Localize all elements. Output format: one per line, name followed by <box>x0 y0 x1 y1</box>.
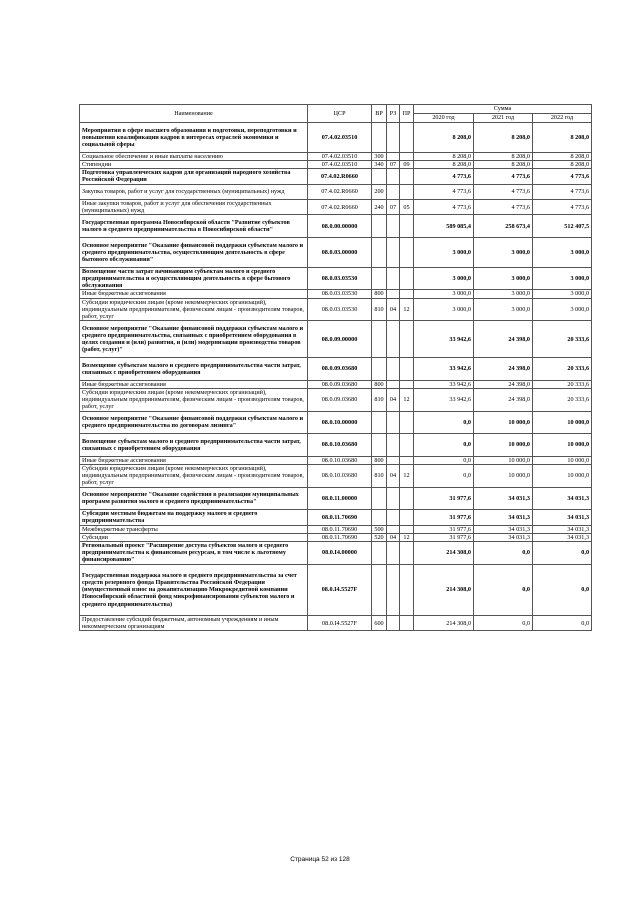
row-pr-cell <box>400 525 414 533</box>
row-2020-amount: 8 208,0 <box>414 123 474 153</box>
row-rz-cell <box>387 564 400 615</box>
row-2022-amount: 20 333,6 <box>533 380 592 388</box>
row-name-cell: Межбюджетные трансферты <box>80 525 308 533</box>
row-2022-amount: 4 773,6 <box>533 184 592 199</box>
row-2022-amount: 34 031,3 <box>533 510 592 525</box>
row-name-cell: Государственная поддержка малого и среднего предпринимательства за счет средств резервного фонда Правительства Российской Федерации (имущественный взнос на докапитализацию Микрокредитной компании Новосибирский областной фонд микрофинансирования субъектов малого и среднего предпринимательства) <box>80 564 308 615</box>
row-2021-amount: 3 000,0 <box>474 298 533 321</box>
row-2022-amount: 10 000,0 <box>533 465 592 488</box>
header-pr: ПР <box>400 105 414 123</box>
table-row <box>80 169 592 184</box>
page-number: Страница 52 из 128 <box>290 856 350 863</box>
row-vr-cell: 800 <box>372 290 387 298</box>
row-rz-cell <box>387 184 400 199</box>
row-pr-cell <box>400 487 414 510</box>
row-2021-amount: 4 773,6 <box>474 200 533 215</box>
row-vr-cell <box>372 564 387 615</box>
row-2021-amount: 0,0 <box>474 542 533 565</box>
row-2020-amount: 8 208,0 <box>414 152 474 160</box>
row-2022-amount: 20 333,6 <box>533 389 592 412</box>
row-csr-cell: 07.4.02.R0660 <box>308 184 372 199</box>
row-vr-cell <box>372 267 387 290</box>
row-name-cell: Иные бюджетные ассигнования <box>80 380 308 388</box>
row-2022-amount: 10 000,0 <box>533 434 592 457</box>
row-pr-cell: 05 <box>400 200 414 215</box>
row-csr-cell: 08.0.10.03680 <box>308 465 372 488</box>
row-2020-amount: 33 942,6 <box>414 321 474 358</box>
row-2021-amount: 4 773,6 <box>474 184 533 199</box>
row-pr-cell <box>400 169 414 184</box>
row-rz-cell <box>387 267 400 290</box>
row-2021-amount: 4 773,6 <box>474 169 533 184</box>
row-rz-cell <box>387 487 400 510</box>
table-row <box>80 238 592 268</box>
row-rz-cell: 04 <box>387 389 400 412</box>
row-name-cell: Субсидии <box>80 533 308 541</box>
table-row <box>80 380 592 388</box>
row-csr-cell: 08.0.10.03680 <box>308 456 372 464</box>
header-year-2021: 2021 год <box>474 114 533 123</box>
row-2021-amount: 10 000,0 <box>474 434 533 457</box>
row-vr-cell: 200 <box>372 184 387 199</box>
row-vr-cell <box>372 238 387 268</box>
row-vr-cell: 340 <box>372 161 387 169</box>
row-rz-cell <box>387 321 400 358</box>
row-2020-amount: 8 208,0 <box>414 161 474 169</box>
table-row <box>80 411 592 434</box>
row-vr-cell: 600 <box>372 616 387 631</box>
row-2020-amount: 33 942,6 <box>414 358 474 381</box>
row-rz-cell <box>387 456 400 464</box>
row-vr-cell <box>372 321 387 358</box>
row-name-cell: Иные закупки товаров, работ и услуг для обеспечения государственных (муниципальных) нужд <box>80 200 308 215</box>
row-pr-cell <box>400 411 414 434</box>
row-2021-amount: 3 000,0 <box>474 290 533 298</box>
row-pr-cell <box>400 267 414 290</box>
row-csr-cell: 08.0.09.03680 <box>308 389 372 412</box>
row-vr-cell <box>372 358 387 381</box>
row-2020-amount: 0,0 <box>414 456 474 464</box>
header-sum: Сумма <box>414 105 592 114</box>
table-row <box>80 456 592 464</box>
row-name-cell: Основное мероприятие "Оказание содействия в реализации муниципальных программ развития малого и среднего предпринимательства" <box>80 487 308 510</box>
row-name-cell: Социальное обеспечение и иные выплаты населению <box>80 152 308 160</box>
row-2020-amount: 4 773,6 <box>414 169 474 184</box>
row-2020-amount: 0,0 <box>414 465 474 488</box>
row-vr-cell: 520 <box>372 533 387 541</box>
row-2021-amount: 3 000,0 <box>474 238 533 268</box>
row-2022-amount: 8 208,0 <box>533 161 592 169</box>
row-name-cell: Государственная программа Новосибирской области "Развитие субъектов малого и среднего предпринимательства в Новосибирской области" <box>80 215 308 238</box>
budget-table-sheet <box>79 104 591 631</box>
row-name-cell: Основное мероприятие "Оказание финансовой поддержки субъектам малого и среднего предпринимательства, осуществляющим деятельность в сфере бытового обслуживания" <box>80 238 308 268</box>
row-pr-cell <box>400 616 414 631</box>
row-name-cell: Субсидии местным бюджетам на поддержку малого и среднего предпринимательства <box>80 510 308 525</box>
row-2021-amount: 34 031,3 <box>474 487 533 510</box>
row-name-cell: Субсидии юридическим лицам (кроме некоммерческих организаций), индивидуальным предпринимателям, физическим лицам - производителям товаров, работ, услуг <box>80 389 308 412</box>
row-rz-cell: 07 <box>387 161 400 169</box>
row-2020-amount: 3 000,0 <box>414 290 474 298</box>
row-2020-amount: 589 085,4 <box>414 215 474 238</box>
row-vr-cell <box>372 510 387 525</box>
row-csr-cell: 08.0.11.70690 <box>308 510 372 525</box>
row-rz-cell <box>387 616 400 631</box>
row-csr-cell: 08.0.10.00000 <box>308 411 372 434</box>
row-rz-cell <box>387 215 400 238</box>
row-2022-amount: 34 031,3 <box>533 533 592 541</box>
row-rz-cell <box>387 169 400 184</box>
row-rz-cell <box>387 380 400 388</box>
row-rz-cell <box>387 358 400 381</box>
row-name-cell: Основное мероприятие "Оказание финансовой поддержки субъектам малого и среднего предпринимательства по договорам лизинга" <box>80 411 308 434</box>
table-row <box>80 298 592 321</box>
row-pr-cell: 12 <box>400 465 414 488</box>
row-2020-amount: 33 942,6 <box>414 380 474 388</box>
row-2021-amount: 3 000,0 <box>474 267 533 290</box>
row-pr-cell <box>400 184 414 199</box>
table-row <box>80 487 592 510</box>
row-2020-amount: 0,0 <box>414 411 474 434</box>
row-name-cell: Предоставление субсидий бюджетным, автономным учреждениям и иным некоммерческим организациям <box>80 616 308 631</box>
row-name-cell: Возмещение субъектам малого и среднего предпринимательства части затрат, связанных с приобретением оборудования <box>80 358 308 381</box>
table-row <box>80 161 592 169</box>
row-vr-cell: 500 <box>372 525 387 533</box>
row-csr-cell: 08.0.03.03530 <box>308 267 372 290</box>
row-pr-cell <box>400 510 414 525</box>
row-pr-cell: 12 <box>400 298 414 321</box>
row-2021-amount: 10 000,0 <box>474 411 533 434</box>
row-pr-cell <box>400 542 414 565</box>
table-row <box>80 184 592 199</box>
row-2022-amount: 3 000,0 <box>533 290 592 298</box>
row-vr-cell <box>372 215 387 238</box>
row-2020-amount: 31 977,6 <box>414 533 474 541</box>
row-rz-cell: 04 <box>387 465 400 488</box>
row-2022-amount: 34 031,3 <box>533 487 592 510</box>
row-name-cell: Иные бюджетные ассигнования <box>80 456 308 464</box>
table-row <box>80 215 592 238</box>
row-pr-cell <box>400 321 414 358</box>
budget-table <box>79 104 592 631</box>
row-rz-cell: 04 <box>387 533 400 541</box>
row-2021-amount: 34 031,3 <box>474 533 533 541</box>
row-2020-amount: 31 977,6 <box>414 487 474 510</box>
row-2022-amount: 10 000,0 <box>533 456 592 464</box>
row-vr-cell: 810 <box>372 465 387 488</box>
row-csr-cell: 08.0.11.70690 <box>308 533 372 541</box>
row-rz-cell <box>387 290 400 298</box>
row-name-cell: Подготовка управленческих кадров для организаций народного хозяйства Российской Федерации <box>80 169 308 184</box>
row-vr-cell: 800 <box>372 380 387 388</box>
row-csr-cell: 07.4.02.03510 <box>308 123 372 153</box>
row-2020-amount: 33 942,6 <box>414 389 474 412</box>
row-2021-amount: 0,0 <box>474 564 533 615</box>
row-pr-cell: 12 <box>400 533 414 541</box>
row-2020-amount: 214 308,0 <box>414 542 474 565</box>
row-2022-amount: 0,0 <box>533 564 592 615</box>
row-vr-cell: 800 <box>372 456 387 464</box>
row-2021-amount: 8 208,0 <box>474 161 533 169</box>
table-row <box>80 616 592 631</box>
row-vr-cell: 810 <box>372 389 387 412</box>
table-body <box>80 123 592 631</box>
row-name-cell: Основное мероприятие "Оказание финансовой поддержки субъектам малого и среднего предпринимательства, связанных с приобретением оборудования в целях создания и (или) развития, и (или) модернизации производства товаров (работ, услуг)" <box>80 321 308 358</box>
row-2020-amount: 31 977,6 <box>414 510 474 525</box>
row-2021-amount: 10 000,0 <box>474 456 533 464</box>
row-pr-cell: 09 <box>400 161 414 169</box>
row-csr-cell: 08.0.I4.00000 <box>308 542 372 565</box>
row-csr-cell: 07.4.02.03510 <box>308 152 372 160</box>
row-2021-amount: 34 031,3 <box>474 510 533 525</box>
row-vr-cell: 240 <box>372 200 387 215</box>
row-name-cell: Возмещение субъектам малого и среднего предпринимательства части затрат, связанных с приобретением оборудования <box>80 434 308 457</box>
row-2021-amount: 34 031,3 <box>474 525 533 533</box>
row-csr-cell: 08.0.03.03530 <box>308 298 372 321</box>
row-csr-cell: 08.0.09.03680 <box>308 358 372 381</box>
header-rz: РЗ <box>387 105 400 123</box>
row-rz-cell <box>387 411 400 434</box>
row-2021-amount: 0,0 <box>474 616 533 631</box>
header-year-2020: 2020 год <box>414 114 474 123</box>
row-csr-cell: 08.0.11.00000 <box>308 487 372 510</box>
row-rz-cell <box>387 525 400 533</box>
row-csr-cell: 07.4.02.03510 <box>308 161 372 169</box>
table-row <box>80 389 592 412</box>
row-pr-cell <box>400 564 414 615</box>
row-csr-cell: 08.0.03.03530 <box>308 290 372 298</box>
table-row <box>80 525 592 533</box>
row-2022-amount: 8 208,0 <box>533 152 592 160</box>
row-2020-amount: 4 773,6 <box>414 184 474 199</box>
row-name-cell: Субсидии юридическим лицам (кроме некоммерческих организаций), индивидуальным предпринимателям, физическим лицам - производителям товаров, работ, услуг <box>80 298 308 321</box>
row-name-cell: Субсидии юридическим лицам (кроме некоммерческих организаций), индивидуальным предпринимателям, физическим лицам - производителям товаров, работ, услуг <box>80 465 308 488</box>
row-vr-cell <box>372 411 387 434</box>
row-2022-amount: 3 000,0 <box>533 238 592 268</box>
row-name-cell: Закупка товаров, работ и услуг для государственных (муниципальных) нужд <box>80 184 308 199</box>
row-rz-cell <box>387 152 400 160</box>
row-vr-cell <box>372 169 387 184</box>
row-2021-amount: 24 398,0 <box>474 358 533 381</box>
row-2022-amount: 34 031,3 <box>533 525 592 533</box>
row-rz-cell: 07 <box>387 200 400 215</box>
table-row <box>80 358 592 381</box>
row-vr-cell: 810 <box>372 298 387 321</box>
row-pr-cell <box>400 215 414 238</box>
row-pr-cell <box>400 238 414 268</box>
row-vr-cell <box>372 434 387 457</box>
header-vr: ВР <box>372 105 387 123</box>
row-csr-cell: 08.0.I4.5527F <box>308 564 372 615</box>
row-2022-amount: 3 000,0 <box>533 298 592 321</box>
row-pr-cell: 12 <box>400 389 414 412</box>
row-2022-amount: 20 333,6 <box>533 321 592 358</box>
header-csr: ЦСР <box>308 105 372 123</box>
row-2020-amount: 3 000,0 <box>414 238 474 268</box>
table-row <box>80 564 592 615</box>
table-row <box>80 267 592 290</box>
table-row <box>80 465 592 488</box>
row-pr-cell <box>400 358 414 381</box>
row-rz-cell <box>387 238 400 268</box>
table-row <box>80 152 592 160</box>
row-2022-amount: 10 000,0 <box>533 411 592 434</box>
row-csr-cell: 07.4.02.R0660 <box>308 169 372 184</box>
row-2021-amount: 24 398,0 <box>474 389 533 412</box>
row-csr-cell: 08.0.03.00000 <box>308 238 372 268</box>
row-csr-cell: 08.0.00.00000 <box>308 215 372 238</box>
row-vr-cell <box>372 487 387 510</box>
row-2021-amount: 8 208,0 <box>474 152 533 160</box>
row-2021-amount: 10 000,0 <box>474 465 533 488</box>
row-2021-amount: 258 673,4 <box>474 215 533 238</box>
row-2022-amount: 20 333,6 <box>533 358 592 381</box>
row-2020-amount: 0,0 <box>414 434 474 457</box>
row-pr-cell <box>400 434 414 457</box>
row-csr-cell: 08.0.10.03680 <box>308 434 372 457</box>
row-2020-amount: 3 000,0 <box>414 298 474 321</box>
table-header-row <box>80 105 592 114</box>
row-pr-cell <box>400 380 414 388</box>
row-2020-amount: 31 977,6 <box>414 525 474 533</box>
row-name-cell: Региональный проект "Расширение доступа субъектов малого и среднего предпринимательства к финансовым ресурсам, в том числе к льготному финансированию" <box>80 542 308 565</box>
row-2021-amount: 24 398,0 <box>474 380 533 388</box>
table-row <box>80 542 592 565</box>
row-pr-cell <box>400 456 414 464</box>
row-vr-cell <box>372 542 387 565</box>
row-2021-amount: 24 398,0 <box>474 321 533 358</box>
row-csr-cell: 08.0.09.00000 <box>308 321 372 358</box>
table-row <box>80 434 592 457</box>
row-csr-cell: 08.0.09.03680 <box>308 380 372 388</box>
header-year-2022: 2022 год <box>533 114 592 123</box>
row-2022-amount: 0,0 <box>533 616 592 631</box>
row-2022-amount: 4 773,6 <box>533 169 592 184</box>
row-name-cell: Возмещение части затрат начинающим субъектам малого и среднего предпринимательства и осуществляющим деятельность в сфере бытового обслуживания <box>80 267 308 290</box>
row-name-cell: Стипендии <box>80 161 308 169</box>
row-rz-cell <box>387 542 400 565</box>
row-2022-amount: 4 773,6 <box>533 200 592 215</box>
table-row <box>80 123 592 153</box>
table-row <box>80 290 592 298</box>
header-name: Наименование <box>80 105 308 123</box>
table-row <box>80 533 592 541</box>
row-2020-amount: 3 000,0 <box>414 267 474 290</box>
row-rz-cell <box>387 510 400 525</box>
row-csr-cell: 08.0.I4.5527F <box>308 616 372 631</box>
row-name-cell: Иные бюджетные ассигнования <box>80 290 308 298</box>
table-row <box>80 510 592 525</box>
row-2020-amount: 4 773,6 <box>414 200 474 215</box>
table-row <box>80 321 592 358</box>
row-rz-cell <box>387 434 400 457</box>
row-name-cell: Мероприятия в сфере высшего образования и подготовки, переподготовки и повышения квалификации кадров в интересах отраслей экономики и социальной сферы <box>80 123 308 153</box>
row-rz-cell <box>387 123 400 153</box>
row-vr-cell: 300 <box>372 152 387 160</box>
row-2022-amount: 0,0 <box>533 542 592 565</box>
row-csr-cell: 07.4.02.R0660 <box>308 200 372 215</box>
row-pr-cell <box>400 123 414 153</box>
row-2022-amount: 8 208,0 <box>533 123 592 153</box>
row-2021-amount: 8 208,0 <box>474 123 533 153</box>
row-csr-cell: 08.0.11.70690 <box>308 525 372 533</box>
row-2022-amount: 3 000,0 <box>533 267 592 290</box>
table-row <box>80 200 592 215</box>
row-rz-cell: 04 <box>387 298 400 321</box>
row-2020-amount: 214 308,0 <box>414 616 474 631</box>
row-pr-cell <box>400 152 414 160</box>
row-2020-amount: 214 308,0 <box>414 564 474 615</box>
row-2022-amount: 512 407,5 <box>533 215 592 238</box>
row-pr-cell <box>400 290 414 298</box>
row-vr-cell <box>372 123 387 153</box>
